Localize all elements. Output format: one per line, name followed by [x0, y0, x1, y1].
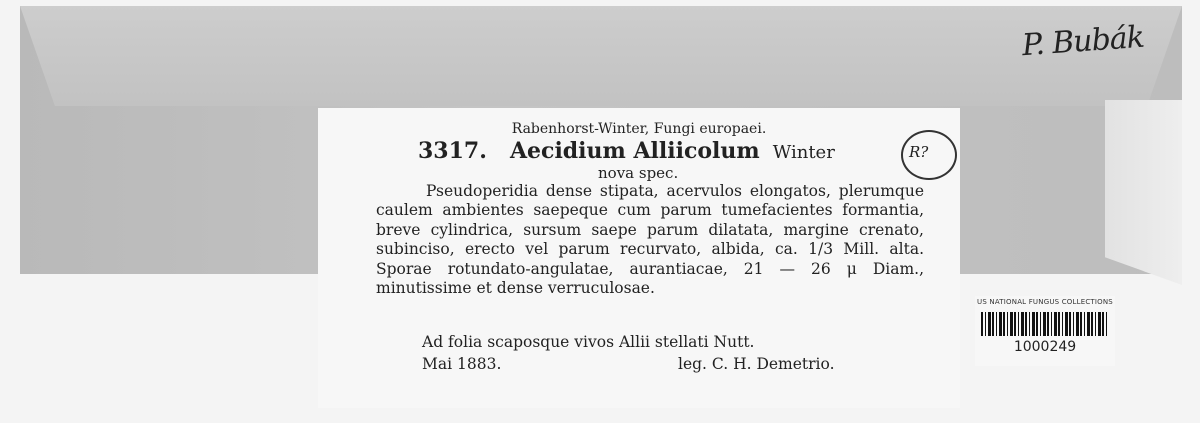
- nova-species-note: nova spec.: [598, 164, 679, 182]
- circled-mark: R?: [901, 130, 957, 180]
- barcode-label: [975, 296, 1115, 366]
- specimen-label: [318, 108, 960, 408]
- envelope-flap: [20, 6, 1182, 106]
- barcode-caption: US NATIONAL FUNGUS COLLECTIONS: [977, 298, 1113, 306]
- envelope-fold: [1105, 100, 1182, 285]
- label-header: Rabenhorst-Winter, Fungi europaei.: [511, 121, 767, 137]
- collector-name: leg. C. H. Demetrio.: [678, 355, 835, 373]
- collector-signature: P. Bubák: [1020, 19, 1145, 64]
- collection-date: Mai 1883.: [422, 355, 502, 373]
- species-name: Aecidium Alliicolum: [509, 138, 760, 164]
- host-info: Ad folia scaposque vivos Allii stellati Nutt.: [422, 333, 755, 351]
- barcode-icon: [981, 312, 1109, 336]
- label-title: [418, 138, 835, 164]
- barcode-number: 1000249: [1013, 339, 1077, 355]
- species-description: Pseudoperidia dense stipata, acervulos elongatos, plerumque caulem ambientes saepeque cum parum tumefacientes formantia, breve cylindrica, sursum saepe parum dilatata, margine crenato, subinciso, erecto vel parum recurvato, albida, ca. 1/3 Mill. alta. Sporae rotundato-angulatae, aurantiacae, 21 — 26 μ Diam., minutissime et dense verruculosae.: [376, 182, 924, 298]
- species-author: Winter: [772, 142, 835, 163]
- exsiccata-number: 3317.: [418, 138, 487, 164]
